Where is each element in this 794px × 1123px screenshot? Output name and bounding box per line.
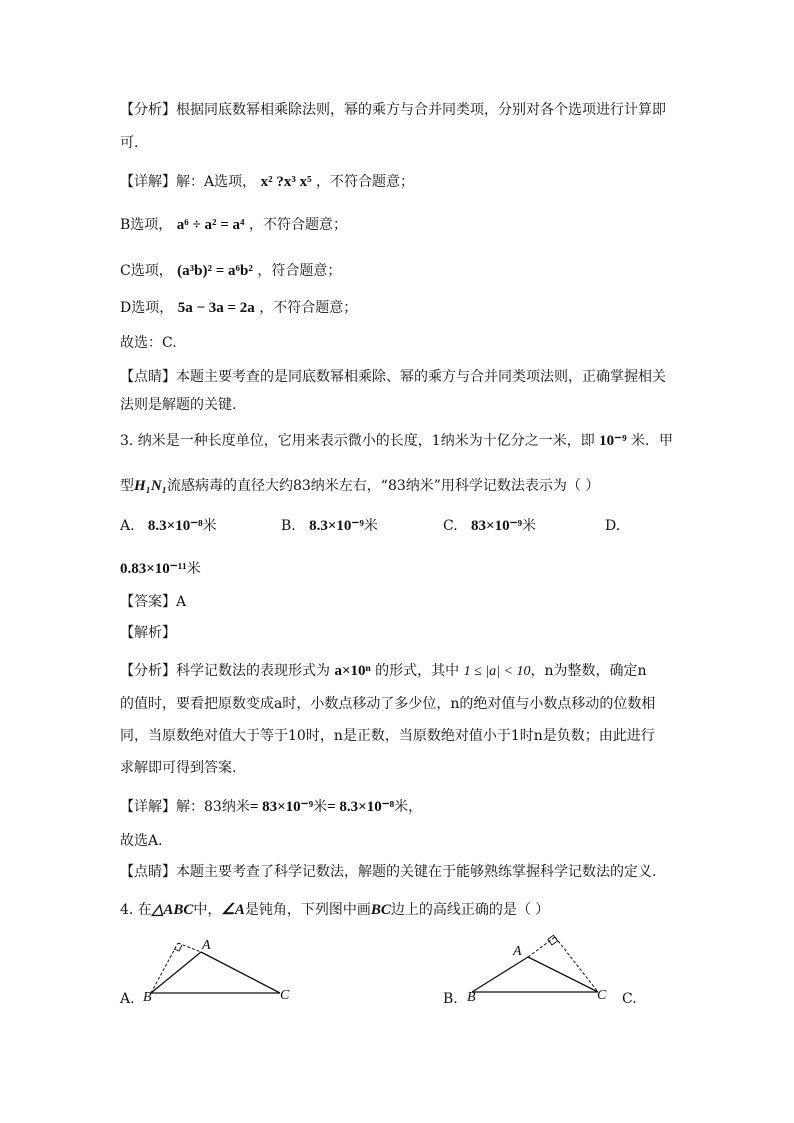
explain-tag: 【解析】: [120, 625, 176, 641]
formula: BC: [370, 902, 391, 918]
formula: 5a − 3a = 2a: [177, 300, 255, 316]
formula: a×10ⁿ: [334, 663, 371, 679]
side-ab: [472, 957, 528, 992]
option-suffix: ，不符合题意；: [248, 217, 347, 233]
label-c: C: [280, 988, 290, 1003]
formula: = 83×10⁻⁹: [249, 799, 314, 815]
detail-text: 解：83纳米: [176, 799, 250, 815]
formula: ∠A: [221, 902, 245, 918]
detail-text: ，不符合题意；: [316, 174, 415, 190]
stem-text: 中，: [193, 902, 222, 918]
unit: 米: [522, 518, 536, 534]
comment-text: 法则是解题的关键.: [120, 397, 237, 413]
formula: 83×10⁻⁹: [471, 518, 522, 534]
option-letter: A.: [120, 518, 135, 534]
formula: 10⁻⁹: [599, 433, 627, 449]
q3-stem-line-1: [120, 431, 673, 451]
analysis-text: 科学记数法的表现形式为: [176, 663, 330, 679]
comment-tag: 【点睛】: [120, 864, 176, 880]
analysis-text: 根据同底数幂相乘除法则，幂的乘方与合并同类项，分别对各个选项进行计算即: [176, 102, 666, 118]
q3-option-d: [120, 559, 201, 579]
formula: H₁N₁: [134, 478, 167, 494]
altitude-dashed: [555, 937, 598, 992]
altitude-dashed: [151, 943, 178, 993]
q4-fig-b-letter: [443, 989, 458, 1009]
comment-text: 本题主要考查的是同底数幂相乘除、幂的乘方与合并同类项法则，正确掌握相关: [176, 369, 666, 385]
option-suffix: ，不符合题意；: [259, 300, 358, 316]
option-suffix: ，符合题意；: [257, 263, 342, 279]
label-b: B: [143, 990, 152, 1005]
q3-choice: [120, 831, 163, 851]
formula: 0.83×10⁻¹¹: [120, 561, 187, 577]
q4-fig-a-letter: [120, 989, 135, 1009]
side-ac: [201, 952, 280, 993]
q3-analysis-line-2: [120, 694, 655, 714]
analysis-text: 同，当原数绝对值大于等于10时，n是正数，当原数绝对值小于1时n是负数；由此进行: [120, 728, 655, 744]
q3-explain-tag: [120, 623, 176, 643]
q3-option-a: [120, 516, 217, 536]
formula: (a³b)² = a⁶b²: [177, 263, 253, 279]
analysis-text: 的值时，要看把原数变成a时，小数点移动了多少位，n的绝对值与小数点移动的位数相: [120, 696, 656, 712]
analysis-text: ，n为整数，确定n: [530, 663, 647, 679]
stem-text: 型: [120, 478, 134, 494]
stem-text: 是钝角，下列图中画: [244, 902, 371, 918]
label-b: B: [467, 990, 476, 1005]
q2-comment-line-1: [120, 367, 666, 387]
formula: 8.3×10⁻⁸: [147, 518, 203, 534]
unit: 米: [202, 518, 217, 534]
stem-text: 3. 纳米是一种长度单位，它用来表示微小的长度，1纳米为十亿分之一米，即: [120, 433, 595, 449]
option-prefix: B选项，: [120, 217, 173, 233]
q3-stem-line-2: [120, 476, 599, 496]
comment-tag: 【点睛】: [120, 369, 176, 385]
detail-tag: 【详解】: [120, 799, 176, 815]
formula: x² ?x³ x⁵: [260, 174, 312, 190]
q2-option-b-line: [120, 215, 347, 235]
choice-text: 故选A.: [120, 833, 163, 849]
q2-comment-line-2: [120, 395, 236, 415]
stem-text: 4. 在: [120, 902, 152, 918]
formula: △ABC: [151, 902, 194, 918]
q2-choice: [120, 333, 177, 353]
analysis-tag: 【分析】: [120, 663, 176, 679]
stem-text: 边上的高线正确的是（ ）: [390, 902, 550, 918]
q3-answer: [120, 592, 186, 612]
option-letter: D.: [605, 518, 621, 534]
q3-option-c: [443, 516, 536, 536]
altitude-dashed: [178, 943, 201, 952]
stem-text: 流感病毒的直径大约83纳米左右，“83纳米”用科学记数法表示为（ ）: [166, 478, 600, 494]
label-a: A: [513, 944, 522, 959]
option-letter: B.: [281, 518, 296, 534]
formula: = 8.3×10⁻⁸: [327, 799, 395, 815]
detail-tag: 【详解】: [120, 174, 176, 190]
q2-analysis-line-1: [120, 100, 666, 120]
option-letter: A.: [120, 991, 135, 1007]
q3-analysis-line-3: [120, 726, 655, 746]
detail-text: 解：A选项，: [176, 174, 257, 190]
side-ab: [151, 952, 201, 993]
q4-stem: [120, 900, 549, 920]
option-letter: C.: [622, 991, 637, 1007]
q4-figure-b: [460, 925, 620, 1000]
stem-text: 米．甲: [631, 433, 674, 449]
unit: 米: [363, 518, 378, 534]
inequality: 1 ≤ |a| < 10: [463, 664, 531, 679]
q2-detail-line: [120, 172, 414, 192]
formula: a⁶ ÷ a² = a⁴: [176, 217, 245, 233]
detail-text: 米: [313, 799, 328, 815]
option-prefix: C选项，: [120, 263, 173, 279]
analysis-text: 的形式，其中: [375, 663, 460, 679]
analysis-tag: 【分析】: [120, 102, 176, 118]
option-letter: B.: [443, 991, 458, 1007]
q2-option-d-line: [120, 298, 357, 318]
q3-analysis-line-4: [120, 758, 236, 778]
q2-option-c-line: [120, 261, 341, 281]
comment-text: 本题主要考查了科学记数法，解题的关键在于能够熟练掌握科学记数法的定义.: [176, 864, 657, 880]
choice-text: 故选：C.: [120, 335, 177, 351]
option-prefix: D选项，: [120, 300, 174, 316]
analysis-text: 求解即可得到答案.: [120, 760, 237, 776]
unit: 米: [186, 561, 201, 577]
option-letter: C.: [443, 518, 458, 534]
label-c: C: [597, 988, 607, 1003]
right-angle-mark: [548, 935, 558, 945]
altitude-dashed: [528, 937, 555, 957]
q4-figure-a: [140, 935, 300, 1005]
q3-detail-line: [120, 797, 422, 817]
detail-text: 米，: [394, 799, 423, 815]
label-a: A: [202, 938, 211, 953]
q3-option-d-letter: [605, 516, 620, 536]
analysis-text: 可.: [120, 135, 139, 151]
q4-fig-c-letter: [622, 989, 637, 1009]
answer-text: 【答案】A: [120, 594, 187, 610]
side-ac: [528, 957, 598, 992]
q3-comment: [120, 862, 656, 882]
q3-analysis-line-1: [120, 661, 647, 682]
q3-option-b: [281, 516, 378, 536]
q2-analysis-line-2: [120, 133, 138, 153]
formula: 8.3×10⁻⁹: [309, 518, 364, 534]
